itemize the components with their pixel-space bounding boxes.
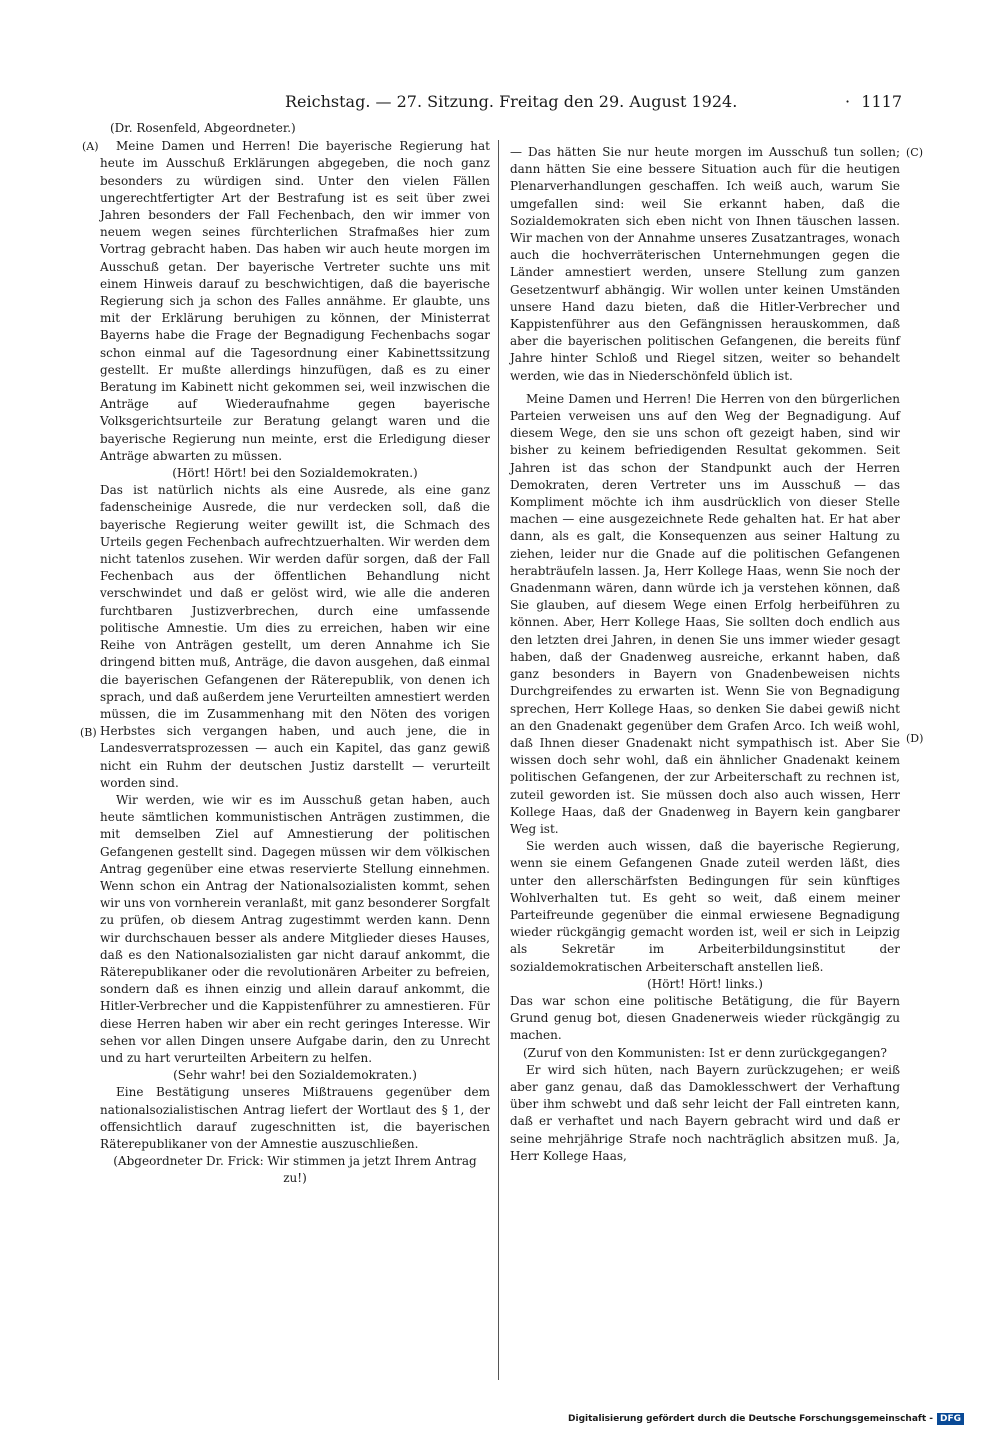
paragraph: Meine Damen und Herren! Die bayerische Regierung hat heute im Ausschuß Erklärungen abgegeben, die noch ganz besonders zu würdigen sind. Unter den vielen Fällen ungerechtfertigter Art der Bestrafung ist es seit über zwei Jahren besonders der Fall Fechenbach, den wir immer von neuem wegen seines fürchterlichen Strafmaßes hier zum Vortrag gebracht haben. Das haben wir auch heute morgen im Ausschuß getan. Der bayerische Vertreter suchte uns mit einem Hinweis darauf zu beschwichtigen, daß die bayerische Regierung sich ja schon des Falles annähme. Er glaubte, uns mit der Erklärung beruhigen zu können, der Ministerrat Bayerns habe die Frage der Begnadigung Fechenbachs sogar schon einmal auf die Tagesordnung einer Kabinettssitzung gestellt. Er mußte allerdings hinzufügen, daß es zu einer Beratung im Kabinett nicht gekommen sei, weil inzwischen die Anträge auf Wiederaufnahme gegen bayerische Volksgerichtsurteile zur Beratung gelangt waren und die bayerische Regierung nun meinte, erst die Erledigung dieser Anträge abwarten zu müssen.	[100, 139, 490, 463]
dfg-logo: DFG	[937, 1413, 964, 1425]
interjection: (Sehr wahr! bei den Sozialdemokraten.)	[173, 1068, 417, 1083]
running-title: Reichstag. — 27. Sitzung. Freitag den 29. August 1924.	[285, 92, 738, 111]
paragraph: — Das hätten Sie nur heute morgen im Ausschuß tun sollen; dann hätten Sie eine bessere Situation auch für die heutigen Plenarverhandlungen geschaffen. Ich weiß auch, warum Sie umgefallen sind: weil Sie erkannt haben, daß die Sozialdemokraten sich eben nicht von Ihnen täuschen lassen. Wir machen von der Annahme unseres Zusatzantrages, wonach auch die hochverräterischen Unternehmungen gegen die Länder amnestiert werden, unsere Stellung zum ganzen Gesetzentwurf abhängig. Wir wollen unter keinen Umständen unsere Hand dazu bieten, daß die Hitler-Verbrecher und Kappistenführer aus den Gefängnissen herauskommen, daß aber die bayerischen politischen Gefangenen, die bereits fünf Jahre hinter Schloß und Riegel sitzen, weiter so behandelt werden, wie das in Niederschönfeld üblich ist.	[510, 145, 900, 383]
speaker-line: (Dr. Rosenfeld, Abgeordneter.)	[110, 121, 296, 135]
footer-credit	[568, 1413, 964, 1425]
margin-label-c: (C)	[906, 146, 923, 159]
footer-text: Digitalisierung gefördert durch die Deutsche Forschungsgemeinschaft -	[568, 1414, 933, 1424]
margin-label-b: (B)	[80, 726, 97, 739]
interjection: (Zuruf von den Kommunisten: Ist er denn zurückgegangen?	[523, 1045, 887, 1060]
paragraph: Meine Damen und Herren! Die Herren von den bürgerlichen Parteien verweisen uns auf den Weg der Begnadigung. Auf diesem Wege, den sie uns schon oft gezeigt haben, sind wir bisher zu keinem befriedigenden Resultat gekommen. Seit Jahren ist das schon der Standpunkt auch der Herren Demokraten, deren Vertreter uns im Ausschuß — das Kompliment möchte ich ihm ausdrücklich von dieser Stelle machen — eine ausgezeichnete Rede gehalten hat. Er hat aber dann, als es galt, die Konsequenzen aus seiner Haltung zu ziehen, leider nur die Gnade auf die politischen Gefangenen herabträufeln lassen. Ja, Herr Kollege Haas, wenn Sie noch der Gnadenmann wären, dann würde ich ja verstehen können, daß Sie glauben, auf diesem Wege einen Erfolg herbeiführen zu können. Aber, Herr Kollege Haas, Sie sollten doch endlich aus den letzten drei Jahren, in denen Sie uns immer wieder gesagt haben, daß der Gnadenweg ausreiche, erkannt haben, daß ganz besonders in Bayern von Gnadenbeweisen nichts Durchgreifendes zu erwarten ist. Wenn Sie von Begnadigung sprechen, Herr Kollege Haas, so denken Sie dabei gewiß nicht an den Gnadenakt gegenüber dem Grafen Arco. Ich weiß wohl, daß Ihnen dieser Gnadenakt nicht sympathisch ist. Aber Sie wissen doch sehr wohl, daß ein ähnlicher Gnadenakt keinem politischen Gefangenen, der zur Arbeiterschaft zu rechnen ist, zuteil geworden ist. Sie müssen doch also auch wissen, Herr Kollege Haas, daß der Gnadenweg in Bayern kein gangbarer Weg ist.	[510, 391, 900, 836]
paragraph: Das war schon eine politische Betätigung, die für Bayern Grund genug bot, diesen Gnadenerweis wieder rückgängig zu machen.	[510, 993, 900, 1043]
page-number: 1117	[861, 92, 902, 111]
right-column	[510, 144, 900, 1165]
left-column	[100, 120, 490, 1188]
paragraph: Wir werden, wie wir es im Ausschuß getan haben, auch heute sämtlichen kommunistischen Anträgen zustimmen, die mit demselben Ziel auf Amnestierung der politischen Gefangenen gestellt sind. Dagegen müssen wir dem völkischen Antrag gegenüber eine etwas reservierte Stellung einnehmen. Wenn schon ein Antrag der Nationalsozialisten kommt, sehen wir uns von vornherein veranlaßt, mit ganz besonderer Sorgfalt zu prüfen, ob diesem Antrag zugestimmt werden kann. Denn wir durchschauen besser als andere Mitglieder dieses Hauses, daß es den Nationalsozialisten gar nicht darauf ankommt, die Räterepublikaner oder die revolutionären Arbeiter zu befreien, sondern daß es ihnen einzig und allein darauf ankommt, die Hitler-Verbrecher und die Kappistenführer zu amnestieren. Für diese Herren haben wir aber ein recht geringes Interesse. Wir sehen vor allen Dingen unsere Aufgabe darin, den zu Unrecht und zu hart verurteilten Arbeitern zu helfen.	[100, 792, 490, 1065]
paragraph: Er wird sich hüten, nach Bayern zurückzugehen; er weiß aber ganz genau, daß das Damoklesschwert der Verhaftung über ihm schwebt und daß sehr leicht der Fall eintreten kann, daß er verhaftet und nach Bayern gebracht wird und daß er seine mehrjährige Strafe noch nachträglich absitzen muß. Ja, Herr Kollege Haas,	[510, 1062, 900, 1163]
page-header	[80, 92, 920, 116]
interjection: (Hört! Hört! links.)	[647, 976, 763, 991]
header-dot: ·	[845, 92, 851, 111]
paragraph: Eine Bestätigung unseres Mißtrauens gegenüber dem nationalsozialistischen Antrag liefert der Wortlaut des § 1, der offensichtlich darauf zugeschnitten ist, die bayerischen Räterepublikaner von der Amnestie auszuschließen.	[100, 1085, 490, 1151]
paragraph: Das ist natürlich nichts als eine Ausrede, als eine ganz fadenscheinige Ausrede, die nur verdecken soll, daß die bayerische Regierung weiter gewillt ist, die Schmach des Urteils gegen Fechenbach aufrechtzuerhalten. Wir werden dem nicht tatenlos zusehen. Wir werden dafür sorgen, daß der Fall Fechenbach aus der öffentlichen Behandlung nicht verschwindet und daß er gelöst wird, wie alle die anderen furchtbaren Justizverbrechen, durch eine umfassende politische Amnestie. Um dies zu erreichen, haben wir eine Reihe von Anträgen gestellt, um deren Annahme ich Sie dringend bitten muß, Anträge, die davon ausgehen, daß einmal die bayerischen Gefangenen der Räterepublik, von denen ich sprach, und daß außerdem jene Verurteilten amnestiert werden müssen, die im Zusammenhang mit den Nöten des vorigen Herbstes sich vergangen haben, und auch jene, die in Landesverratsprozessen — auch ein Kapitel, das ganz gewiß nicht ein Ruhm der deutschen Justiz darstellt — verurteilt worden sind.	[100, 483, 490, 790]
margin-label-a: (A)	[82, 140, 99, 153]
paragraph: Sie werden auch wissen, daß die bayerische Regierung, wenn sie einem Gefangenen Gnade zuteil werden läßt, dies unter den allerschärfsten Bedingungen für sein künftiges Wohlverhalten tut. Es geht so weit, daß einem meiner Parteifreunde gegenüber die einmal erwiesene Begnadigung wieder rückgängig gemacht worden ist, weil er sich in Leipzig als Sekretär im Arbeiterbildungsinstitut der sozialdemokratischen Arbeiterschaft anstellen ließ.	[510, 839, 900, 974]
interjection: (Abgeordneter Dr. Frick: Wir stimmen ja jetzt Ihrem Antrag zu!)	[113, 1154, 477, 1186]
interjection: (Hört! Hört! bei den Sozialdemokraten.)	[172, 466, 418, 481]
margin-label-d: (D)	[906, 732, 924, 745]
column-divider	[498, 140, 499, 1380]
